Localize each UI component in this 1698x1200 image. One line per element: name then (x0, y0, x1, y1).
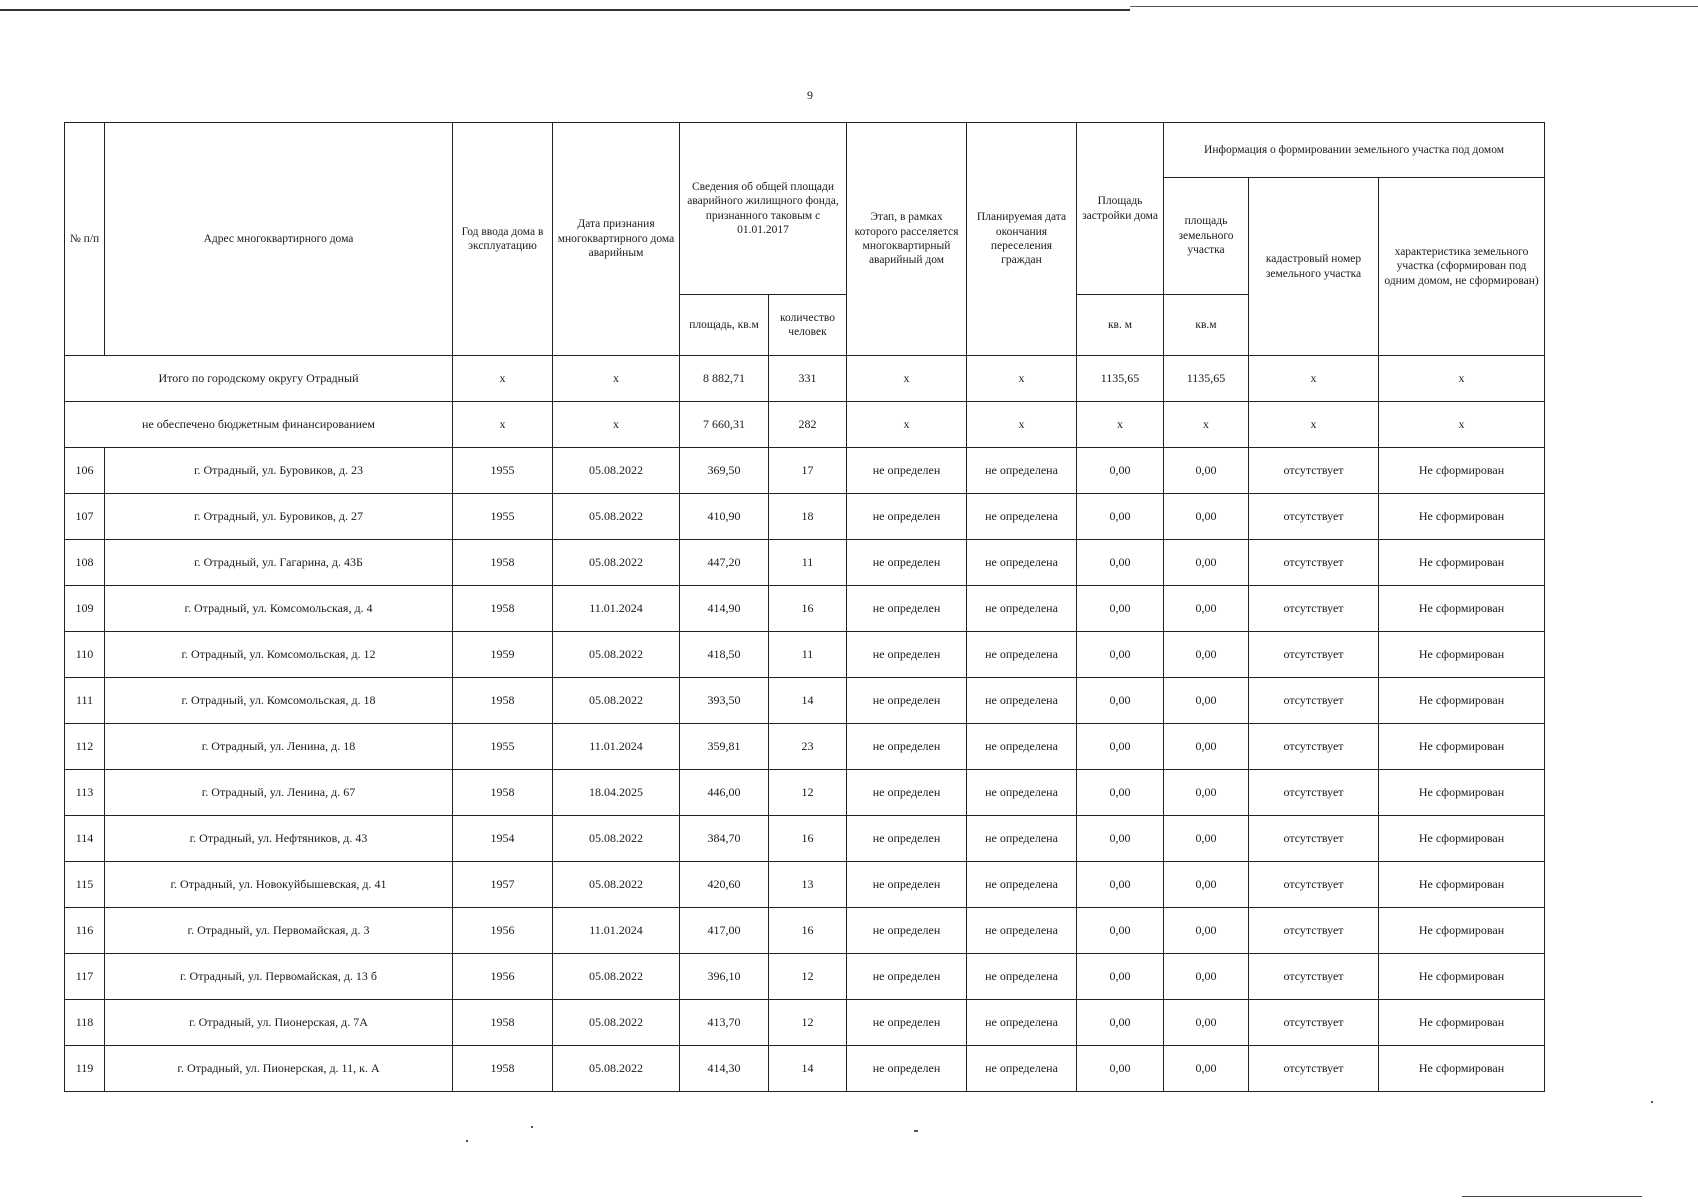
cell-planned: не определена (967, 862, 1077, 908)
cell-area: 8 882,71 (680, 356, 769, 402)
cell-stage: не определен (847, 770, 967, 816)
cell-address: г. Отрадный, ул. Буровиков, д. 27 (105, 494, 453, 540)
col-header-people-count: количество человек (769, 295, 847, 356)
col-header-land-characteristic: характеристика земельного участка (сформирован под одним домом, не сформирован) (1379, 178, 1545, 356)
cell-year: 1958 (453, 678, 553, 724)
cell-planned: не определена (967, 1046, 1077, 1092)
table-row (65, 494, 1545, 540)
table-row (65, 632, 1545, 678)
col-header-built-area: Площадь застройки дома (1077, 123, 1164, 295)
cell-planned: не определена (967, 724, 1077, 770)
cell-date: x (553, 402, 680, 448)
cell-characteristic: Не сформирован (1379, 954, 1545, 1000)
cell-date: 05.08.2022 (553, 816, 680, 862)
cell-stage: не определен (847, 1000, 967, 1046)
table-row (65, 448, 1545, 494)
table-row (65, 1000, 1545, 1046)
bottom-border-line (1462, 1196, 1642, 1197)
cell-address: г. Отрадный, ул. Буровиков, д. 23 (105, 448, 453, 494)
cell-characteristic: Не сформирован (1379, 1000, 1545, 1046)
cell-number: 118 (65, 1000, 105, 1046)
cell-characteristic: Не сформирован (1379, 1046, 1545, 1092)
cell-date: 05.08.2022 (553, 678, 680, 724)
cell-land-area: 0,00 (1164, 1000, 1249, 1046)
cell-stage: не определен (847, 908, 967, 954)
summary-label: не обеспечено бюджетным финансированием (65, 402, 453, 448)
cell-people: 14 (769, 1046, 847, 1092)
cell-built-area: 0,00 (1077, 816, 1164, 862)
cell-people: 16 (769, 816, 847, 862)
cell-cadastral: отсутствует (1249, 724, 1379, 770)
cell-built-area: 0,00 (1077, 494, 1164, 540)
cell-stage: не определен (847, 1046, 967, 1092)
col-header-address: Адрес многоквартирного дома (105, 123, 453, 356)
table-row (65, 954, 1545, 1000)
col-header-year-built: Год ввода дома в эксплуатацию (453, 123, 553, 356)
cell-number: 115 (65, 862, 105, 908)
page-number: 9 (807, 88, 813, 102)
cell-stage: не определен (847, 678, 967, 724)
cell-built-area: 1135,65 (1077, 356, 1164, 402)
cell-cadastral: x (1249, 402, 1379, 448)
cell-built-area: 0,00 (1077, 724, 1164, 770)
cell-year: 1955 (453, 494, 553, 540)
cell-land-area: 0,00 (1164, 448, 1249, 494)
cell-planned: не определена (967, 1000, 1077, 1046)
scan-speck (1651, 1101, 1653, 1103)
cell-cadastral: отсутствует (1249, 540, 1379, 586)
col-header-area-sqm: площадь, кв.м (680, 295, 769, 356)
cell-land-area: 0,00 (1164, 494, 1249, 540)
cell-land-area: 0,00 (1164, 724, 1249, 770)
cell-built-area: 0,00 (1077, 908, 1164, 954)
cell-characteristic: Не сформирован (1379, 540, 1545, 586)
top-border-line (0, 9, 1130, 11)
cell-area: 414,30 (680, 1046, 769, 1092)
cell-stage: не определен (847, 448, 967, 494)
cell-built-area: 0,00 (1077, 770, 1164, 816)
cell-year: 1954 (453, 816, 553, 862)
cell-number: 114 (65, 816, 105, 862)
cell-address: г. Отрадный, ул. Ленина, д. 18 (105, 724, 453, 770)
cell-people: 282 (769, 402, 847, 448)
scan-speck (466, 1140, 468, 1142)
cell-people: 17 (769, 448, 847, 494)
emergency-housing-table (64, 122, 1545, 1092)
cell-built-area: 0,00 (1077, 678, 1164, 724)
cell-planned: не определена (967, 678, 1077, 724)
cell-built-area: 0,00 (1077, 862, 1164, 908)
cell-characteristic: Не сформирован (1379, 632, 1545, 678)
cell-number: 110 (65, 632, 105, 678)
cell-built-area: 0,00 (1077, 954, 1164, 1000)
cell-stage: не определен (847, 494, 967, 540)
cell-year: 1957 (453, 862, 553, 908)
cell-stage: не определен (847, 632, 967, 678)
cell-built-area: 0,00 (1077, 1000, 1164, 1046)
cell-date: 05.08.2022 (553, 862, 680, 908)
cell-year: 1958 (453, 1000, 553, 1046)
cell-characteristic: Не сформирован (1379, 908, 1545, 954)
cell-number: 119 (65, 1046, 105, 1092)
top-border-line-thin (1130, 6, 1698, 7)
cell-planned: не определена (967, 448, 1077, 494)
cell-planned: не определена (967, 586, 1077, 632)
cell-address: г. Отрадный, ул. Первомайская, д. 13 б (105, 954, 453, 1000)
cell-number: 106 (65, 448, 105, 494)
cell-year: 1959 (453, 632, 553, 678)
cell-cadastral: отсутствует (1249, 816, 1379, 862)
cell-stage: не определен (847, 816, 967, 862)
cell-area: 414,90 (680, 586, 769, 632)
cell-built-area: x (1077, 402, 1164, 448)
cell-people: 16 (769, 908, 847, 954)
cell-planned: не определена (967, 632, 1077, 678)
col-header-stage: Этап, в рамках которого расселяется многоквартирный аварийный дом (847, 123, 967, 356)
table-row (65, 678, 1545, 724)
cell-built-area: 0,00 (1077, 540, 1164, 586)
cell-address: г. Отрадный, ул. Пионерская, д. 7А (105, 1000, 453, 1046)
cell-address: г. Отрадный, ул. Ленина, д. 67 (105, 770, 453, 816)
cell-land-area: 0,00 (1164, 632, 1249, 678)
cell-characteristic: Не сформирован (1379, 586, 1545, 632)
cell-planned: не определена (967, 494, 1077, 540)
cell-number: 107 (65, 494, 105, 540)
cell-address: г. Отрадный, ул. Гагарина, д. 43Б (105, 540, 453, 586)
scan-speck (531, 1126, 533, 1128)
cell-land-area: 0,00 (1164, 540, 1249, 586)
cell-people: 16 (769, 586, 847, 632)
unit-land-area: кв.м (1164, 295, 1249, 356)
table-row (65, 770, 1545, 816)
col-header-land-area: площадь земельного участка (1164, 178, 1249, 295)
scan-speck (914, 1130, 918, 1132)
cell-built-area: 0,00 (1077, 586, 1164, 632)
summary-label: Итого по городскому округу Отрадный (65, 356, 453, 402)
summary-row-total (65, 356, 1545, 402)
cell-area: 369,50 (680, 448, 769, 494)
cell-land-area: 0,00 (1164, 862, 1249, 908)
cell-characteristic: Не сформирован (1379, 494, 1545, 540)
cell-date: 05.08.2022 (553, 632, 680, 678)
table-row (65, 540, 1545, 586)
cell-characteristic: Не сформирован (1379, 770, 1545, 816)
cell-number: 113 (65, 770, 105, 816)
cell-address: г. Отрадный, ул. Пионерская, д. 11, к. А (105, 1046, 453, 1092)
cell-land-area: 0,00 (1164, 586, 1249, 632)
cell-characteristic: Не сформирован (1379, 862, 1545, 908)
cell-number: 117 (65, 954, 105, 1000)
cell-land-area: 0,00 (1164, 770, 1249, 816)
cell-cadastral: отсутствует (1249, 632, 1379, 678)
cell-area: 396,10 (680, 954, 769, 1000)
cell-characteristic: x (1379, 402, 1545, 448)
cell-number: 109 (65, 586, 105, 632)
cell-date: 05.08.2022 (553, 954, 680, 1000)
cell-number: 116 (65, 908, 105, 954)
cell-date: 11.01.2024 (553, 586, 680, 632)
cell-date: 05.08.2022 (553, 540, 680, 586)
cell-year: x (453, 356, 553, 402)
cell-date: 18.04.2025 (553, 770, 680, 816)
cell-cadastral: отсутствует (1249, 1000, 1379, 1046)
table-row (65, 586, 1545, 632)
table-row (65, 724, 1545, 770)
cell-land-area: 0,00 (1164, 678, 1249, 724)
cell-address: г. Отрадный, ул. Комсомольская, д. 18 (105, 678, 453, 724)
cell-area: 413,70 (680, 1000, 769, 1046)
table-row (65, 908, 1545, 954)
cell-cadastral: отсутствует (1249, 908, 1379, 954)
cell-people: 11 (769, 632, 847, 678)
cell-date: 05.08.2022 (553, 494, 680, 540)
cell-number: 111 (65, 678, 105, 724)
cell-date: 11.01.2024 (553, 908, 680, 954)
cell-characteristic: Не сформирован (1379, 816, 1545, 862)
cell-year: 1958 (453, 1046, 553, 1092)
cell-area: 417,00 (680, 908, 769, 954)
cell-cadastral: отсутствует (1249, 770, 1379, 816)
cell-year: 1955 (453, 448, 553, 494)
cell-area: 447,20 (680, 540, 769, 586)
cell-cadastral: отсутствует (1249, 448, 1379, 494)
cell-characteristic: Не сформирован (1379, 678, 1545, 724)
cell-stage: не определен (847, 724, 967, 770)
cell-cadastral: отсутствует (1249, 586, 1379, 632)
cell-built-area: 0,00 (1077, 632, 1164, 678)
cell-stage: не определен (847, 954, 967, 1000)
cell-stage: не определен (847, 586, 967, 632)
summary-row-unfunded (65, 402, 1545, 448)
cell-built-area: 0,00 (1077, 448, 1164, 494)
cell-people: 12 (769, 954, 847, 1000)
cell-planned: не определена (967, 770, 1077, 816)
cell-planned: x (967, 402, 1077, 448)
cell-date: 05.08.2022 (553, 1046, 680, 1092)
cell-stage: x (847, 402, 967, 448)
cell-date: 11.01.2024 (553, 724, 680, 770)
cell-cadastral: отсутствует (1249, 494, 1379, 540)
cell-people: 23 (769, 724, 847, 770)
cell-number: 112 (65, 724, 105, 770)
cell-address: г. Отрадный, ул. Нефтяников, д. 43 (105, 816, 453, 862)
col-header-number: № п/п (65, 123, 105, 356)
cell-people: 13 (769, 862, 847, 908)
cell-cadastral: отсутствует (1249, 954, 1379, 1000)
cell-land-area: 0,00 (1164, 954, 1249, 1000)
cell-land-area: 0,00 (1164, 1046, 1249, 1092)
cell-year: 1958 (453, 770, 553, 816)
cell-characteristic: Не сформирован (1379, 448, 1545, 494)
cell-year: 1958 (453, 586, 553, 632)
cell-stage: x (847, 356, 967, 402)
cell-year: 1955 (453, 724, 553, 770)
cell-date: 05.08.2022 (553, 448, 680, 494)
cell-address: г. Отрадный, ул. Новокуйбышевская, д. 41 (105, 862, 453, 908)
cell-land-area: 0,00 (1164, 908, 1249, 954)
cell-area: 410,90 (680, 494, 769, 540)
cell-area: 7 660,31 (680, 402, 769, 448)
cell-stage: не определен (847, 540, 967, 586)
cell-land-area: 0,00 (1164, 816, 1249, 862)
cell-cadastral: отсутствует (1249, 1046, 1379, 1092)
cell-area: 446,00 (680, 770, 769, 816)
table-row (65, 816, 1545, 862)
cell-characteristic: Не сформирован (1379, 724, 1545, 770)
cell-number: 108 (65, 540, 105, 586)
cell-planned: x (967, 356, 1077, 402)
unit-built-area: кв. м (1077, 295, 1164, 356)
table-row (65, 1046, 1545, 1092)
cell-date: x (553, 356, 680, 402)
cell-people: 331 (769, 356, 847, 402)
col-header-land-plot-group: Информация о формировании земельного участка под домом (1164, 123, 1545, 178)
cell-cadastral: отсутствует (1249, 678, 1379, 724)
cell-planned: не определена (967, 816, 1077, 862)
cell-address: г. Отрадный, ул. Комсомольская, д. 12 (105, 632, 453, 678)
header-row-top (65, 123, 1545, 178)
cell-people: 12 (769, 770, 847, 816)
col-header-cadastral-number: кадастровый номер земельного участка (1249, 178, 1379, 356)
cell-area: 420,60 (680, 862, 769, 908)
cell-planned: не определена (967, 540, 1077, 586)
cell-area: 418,50 (680, 632, 769, 678)
cell-area: 359,81 (680, 724, 769, 770)
cell-land-area: 1135,65 (1164, 356, 1249, 402)
cell-planned: не определена (967, 908, 1077, 954)
cell-people: 14 (769, 678, 847, 724)
cell-year: x (453, 402, 553, 448)
col-header-planned-date: Планируемая дата окончания переселения граждан (967, 123, 1077, 356)
cell-year: 1958 (453, 540, 553, 586)
table-row (65, 862, 1545, 908)
cell-date: 05.08.2022 (553, 1000, 680, 1046)
cell-cadastral: отсутствует (1249, 862, 1379, 908)
cell-characteristic: x (1379, 356, 1545, 402)
cell-people: 12 (769, 1000, 847, 1046)
col-header-date-declared: Дата признания многоквартирного дома аварийным (553, 123, 680, 356)
cell-people: 18 (769, 494, 847, 540)
cell-stage: не определен (847, 862, 967, 908)
col-header-emergency-fund-info: Сведения об общей площади аварийного жилищного фонда, признанного таковым с 01.01.2017 (680, 123, 847, 295)
cell-built-area: 0,00 (1077, 1046, 1164, 1092)
cell-address: г. Отрадный, ул. Первомайская, д. 3 (105, 908, 453, 954)
cell-year: 1956 (453, 908, 553, 954)
cell-area: 393,50 (680, 678, 769, 724)
cell-land-area: x (1164, 402, 1249, 448)
cell-address: г. Отрадный, ул. Комсомольская, д. 4 (105, 586, 453, 632)
cell-planned: не определена (967, 954, 1077, 1000)
cell-cadastral: x (1249, 356, 1379, 402)
cell-people: 11 (769, 540, 847, 586)
cell-area: 384,70 (680, 816, 769, 862)
cell-year: 1956 (453, 954, 553, 1000)
